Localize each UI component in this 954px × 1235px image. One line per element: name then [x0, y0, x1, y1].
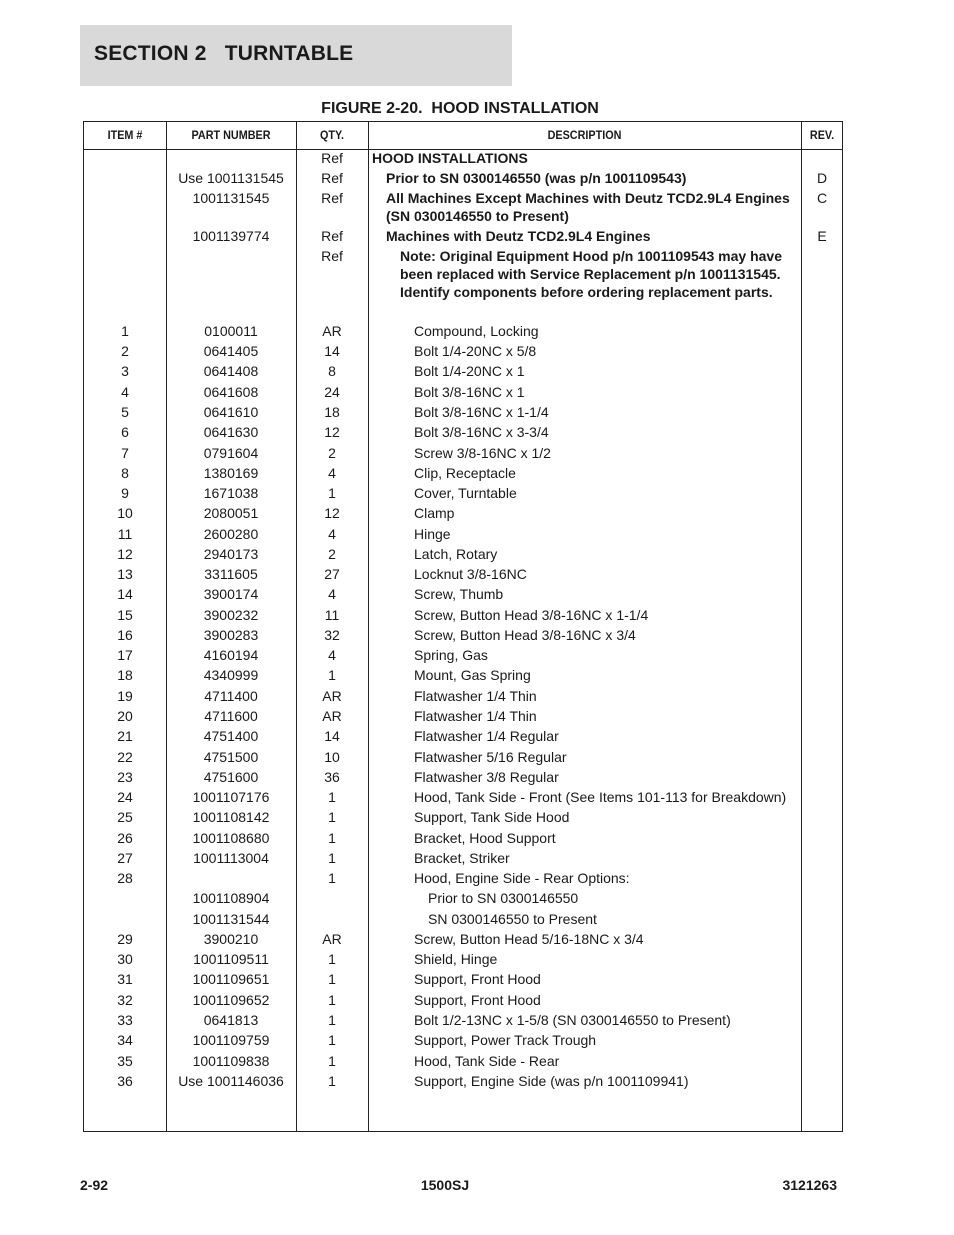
- description-cell: Clip, Receptacle: [414, 465, 516, 481]
- item-number-cell: 35: [117, 1053, 133, 1069]
- item-number-cell: 7: [121, 445, 129, 461]
- description-cell: Flatwasher 1/4 Thin: [414, 708, 537, 724]
- footer-page-number: 2-92: [80, 1177, 109, 1193]
- part-number-cell: 3311605: [204, 566, 258, 582]
- description-cell: Bolt 3/8-16NC x 3-3/4: [414, 424, 549, 440]
- footer-model: 1500SJ: [420, 1177, 470, 1193]
- quantity-cell: AR: [322, 688, 342, 704]
- quantity-cell: 4: [328, 465, 336, 481]
- part-number-cell: 1001109838: [192, 1053, 270, 1069]
- item-number-cell: 3: [121, 363, 129, 379]
- description-cell: Shield, Hinge: [414, 951, 498, 967]
- quantity-cell: 4: [328, 586, 336, 602]
- item-number-cell: 21: [117, 728, 133, 744]
- item-number-cell: 32: [117, 992, 133, 1008]
- description-cell: Bracket, Striker: [414, 850, 510, 866]
- description-cell: Bolt 1/4-20NC x 5/8: [414, 343, 537, 359]
- item-number-cell: 2: [121, 343, 129, 359]
- part-number-cell: 0641610: [203, 404, 259, 420]
- header-description: DESCRIPTION: [547, 128, 622, 142]
- item-number-cell: 8: [121, 465, 129, 481]
- part-number-cell: 1001109652: [192, 992, 270, 1008]
- quantity-cell: Ref: [321, 190, 343, 206]
- quantity-cell: 12: [324, 505, 340, 521]
- part-number-cell: 2940173: [203, 546, 259, 562]
- part-number-cell: 2080051: [203, 505, 259, 521]
- footer-doc-number: 3121263: [782, 1177, 837, 1193]
- part-number-cell: Use 1001146036: [178, 1073, 284, 1089]
- quantity-cell: 1: [328, 1073, 336, 1089]
- part-number-cell: 3900232: [203, 607, 259, 623]
- item-number-cell: 23: [117, 769, 133, 785]
- description-cell: Clamp: [414, 505, 455, 521]
- quantity-cell: 14: [324, 343, 340, 359]
- part-number-cell: 2600280: [203, 526, 259, 542]
- part-number-cell: 4711400: [204, 688, 258, 704]
- description-cell: SN 0300146550 to Present: [428, 911, 597, 927]
- quantity-cell: 1: [328, 870, 336, 886]
- item-number-cell: 34: [117, 1032, 133, 1048]
- item-number-cell: 16: [117, 627, 133, 643]
- item-number-cell: 28: [117, 870, 133, 886]
- part-number-cell: 1001131544: [192, 911, 270, 927]
- part-number-cell: 1671038: [203, 485, 259, 501]
- part-number-cell: 1001107176: [192, 789, 270, 805]
- description-cell: Screw, Thumb: [414, 586, 504, 602]
- item-number-cell: 6: [121, 424, 129, 440]
- item-number-cell: 20: [117, 708, 133, 724]
- item-number-cell: 27: [117, 850, 133, 866]
- description-cell: Mount, Gas Spring: [414, 667, 531, 683]
- description-cell: Flatwasher 3/8 Regular: [414, 769, 559, 785]
- part-number-cell: 1001109511: [193, 951, 269, 967]
- item-number-cell: 30: [117, 951, 133, 967]
- quantity-cell: Ref: [321, 228, 343, 244]
- description-cell: Support, Power Track Trough: [414, 1032, 597, 1048]
- quantity-cell: 2: [328, 445, 336, 461]
- quantity-cell: Ref: [321, 248, 343, 264]
- quantity-cell: 14: [324, 728, 340, 744]
- part-number-cell: 0641405: [203, 343, 259, 359]
- part-number-cell: 1380169: [203, 465, 259, 481]
- quantity-cell: 1: [328, 809, 336, 825]
- description-cell: Screw, Button Head 5/16-18NC x 3/4: [414, 931, 644, 947]
- parts-table: [83, 121, 843, 1132]
- item-number-cell: 9: [121, 485, 129, 501]
- part-number-cell: 1001131545: [192, 190, 270, 206]
- description-cell: Note: Original Equipment Hood p/n 1001109543 may have been replaced with Service Replacement p/n 1001131545. Identify components before ordering replacement parts.: [400, 248, 783, 300]
- item-number-cell: 36: [117, 1073, 133, 1089]
- quantity-cell: 10: [324, 749, 340, 765]
- description-cell: Locknut 3/8-16NC: [414, 566, 527, 582]
- quantity-cell: AR: [322, 931, 342, 947]
- description-cell: Hood, Tank Side - Rear: [414, 1053, 560, 1069]
- part-number-cell: 0641408: [203, 363, 259, 379]
- part-number-cell: 3900210: [203, 931, 259, 947]
- revision-cell: E: [817, 228, 827, 244]
- quantity-cell: 1: [328, 667, 336, 683]
- description-cell: Bracket, Hood Support: [414, 830, 556, 846]
- quantity-cell: 1: [328, 789, 336, 805]
- description-cell: Support, Tank Side Hood: [414, 809, 570, 825]
- part-number-cell: 0641813: [203, 1012, 259, 1028]
- item-number-cell: 13: [117, 566, 133, 582]
- item-number-cell: 14: [117, 586, 133, 602]
- description-cell: Flatwasher 1/4 Regular: [414, 728, 559, 744]
- quantity-cell: 1: [328, 1012, 336, 1028]
- header-part-number: PART NUMBER: [191, 128, 271, 142]
- description-cell: HOOD INSTALLATIONS: [372, 150, 528, 166]
- part-number-cell: 1001109651: [192, 971, 270, 987]
- part-number-cell: 1001113004: [193, 850, 269, 866]
- quantity-cell: 4: [328, 526, 336, 542]
- description-cell: Bolt 3/8-16NC x 1-1/4: [414, 404, 549, 420]
- quantity-cell: 32: [324, 627, 340, 643]
- quantity-cell: 12: [324, 424, 340, 440]
- section-title: SECTION 2 TURNTABLE: [94, 42, 354, 65]
- part-number-cell: 4160194: [203, 647, 259, 663]
- description-cell: Latch, Rotary: [414, 546, 498, 562]
- quantity-cell: 1: [328, 1032, 336, 1048]
- figure-title: FIGURE 2-20. HOOD INSTALLATION: [321, 100, 599, 117]
- part-number-cell: 0791604: [203, 445, 259, 461]
- description-cell: Hood, Tank Side - Front (See Items 101-113 for Breakdown): [414, 789, 787, 805]
- description-cell: Screw, Button Head 3/8-16NC x 1-1/4: [414, 607, 649, 623]
- quantity-cell: Ref: [321, 150, 343, 166]
- item-number-cell: 4: [121, 384, 129, 400]
- header-qty: QTY.: [319, 128, 344, 142]
- part-number-cell: 1001139774: [192, 228, 270, 244]
- item-number-cell: 5: [121, 404, 129, 420]
- description-cell: Machines with Deutz TCD2.9L4 Engines: [386, 228, 651, 244]
- quantity-cell: 11: [324, 607, 340, 623]
- part-number-cell: 4711600: [204, 708, 258, 724]
- quantity-cell: 24: [324, 384, 340, 400]
- description-cell: Bolt 3/8-16NC x 1: [414, 384, 525, 400]
- quantity-cell: 1: [328, 485, 336, 501]
- description-cell: Flatwasher 5/16 Regular: [414, 749, 567, 765]
- column-divider: [368, 122, 369, 1131]
- quantity-cell: 36: [324, 769, 340, 785]
- quantity-cell: 1: [328, 951, 336, 967]
- description-cell: Compound, Locking: [414, 323, 539, 339]
- description-cell: Flatwasher 1/4 Thin: [414, 688, 537, 704]
- quantity-cell: AR: [322, 708, 342, 724]
- description-cell: Bolt 1/4-20NC x 1: [414, 363, 525, 379]
- part-number-cell: 4751400: [203, 728, 259, 744]
- description-cell: Support, Engine Side (was p/n 1001109941): [414, 1073, 689, 1089]
- part-number-cell: 0100011: [204, 323, 258, 339]
- section-banner: [80, 25, 512, 86]
- part-number-cell: Use 1001131545: [178, 170, 284, 186]
- description-cell: Screw 3/8-16NC x 1/2: [414, 445, 551, 461]
- item-number-cell: 22: [117, 749, 133, 765]
- description-cell: All Machines Except Machines with Deutz TCD2.9L4 Engines (SN 0300146550 to Present): [386, 190, 790, 224]
- part-number-cell: 4751500: [203, 749, 259, 765]
- quantity-cell: 1: [328, 850, 336, 866]
- item-number-cell: 19: [117, 688, 133, 704]
- item-number-cell: 15: [117, 607, 133, 623]
- description-cell: Spring, Gas: [414, 647, 488, 663]
- quantity-cell: AR: [322, 323, 342, 339]
- quantity-cell: 2: [328, 546, 336, 562]
- item-number-cell: 11: [117, 526, 133, 542]
- item-number-cell: 24: [117, 789, 133, 805]
- item-number-cell: 10: [117, 505, 133, 521]
- part-number-cell: 0641608: [203, 384, 259, 400]
- quantity-cell: 8: [328, 363, 336, 379]
- header-item: ITEM #: [107, 128, 143, 142]
- description-cell: Prior to SN 0300146550 (was p/n 1001109543): [386, 170, 687, 186]
- description-cell: Cover, Turntable: [414, 485, 517, 501]
- item-number-cell: 31: [117, 971, 133, 987]
- description-cell: Hood, Engine Side - Rear Options:: [414, 870, 630, 886]
- part-number-cell: 1001108904: [192, 890, 270, 906]
- part-number-cell: 1001108680: [192, 830, 270, 846]
- quantity-cell: 1: [328, 830, 336, 846]
- part-number-cell: 3900283: [203, 627, 259, 643]
- revision-cell: C: [816, 190, 828, 206]
- description-cell: Screw, Button Head 3/8-16NC x 3/4: [414, 627, 636, 643]
- quantity-cell: 18: [324, 404, 340, 420]
- item-number-cell: 17: [117, 647, 133, 663]
- description-cell: Bolt 1/2-13NC x 1-5/8 (SN 0300146550 to Present): [414, 1012, 731, 1028]
- item-number-cell: 1: [121, 323, 129, 339]
- quantity-cell: 4: [328, 647, 336, 663]
- item-number-cell: 18: [117, 667, 133, 683]
- quantity-cell: 1: [328, 992, 336, 1008]
- part-number-cell: 1001108142: [192, 809, 270, 825]
- revision-cell: D: [816, 170, 828, 186]
- part-number-cell: 1001109759: [192, 1032, 270, 1048]
- part-number-cell: 4751600: [203, 769, 259, 785]
- description-cell: Support, Front Hood: [414, 992, 541, 1008]
- item-number-cell: 25: [117, 809, 133, 825]
- header-rev: REV.: [809, 128, 835, 142]
- description-cell: Hinge: [414, 526, 451, 542]
- quantity-cell: Ref: [321, 170, 343, 186]
- part-number-cell: 0641630: [203, 424, 259, 440]
- item-number-cell: 29: [117, 931, 133, 947]
- quantity-cell: 1: [328, 1053, 336, 1069]
- column-divider: [801, 122, 802, 1131]
- quantity-cell: 27: [324, 566, 340, 582]
- item-number-cell: 33: [117, 1012, 133, 1028]
- part-number-cell: 3900174: [203, 586, 259, 602]
- description-cell: Prior to SN 0300146550: [428, 890, 579, 906]
- quantity-cell: 1: [328, 971, 336, 987]
- item-number-cell: 26: [117, 830, 133, 846]
- description-cell: Support, Front Hood: [414, 971, 541, 987]
- item-number-cell: 12: [117, 546, 133, 562]
- part-number-cell: 4340999: [203, 667, 259, 683]
